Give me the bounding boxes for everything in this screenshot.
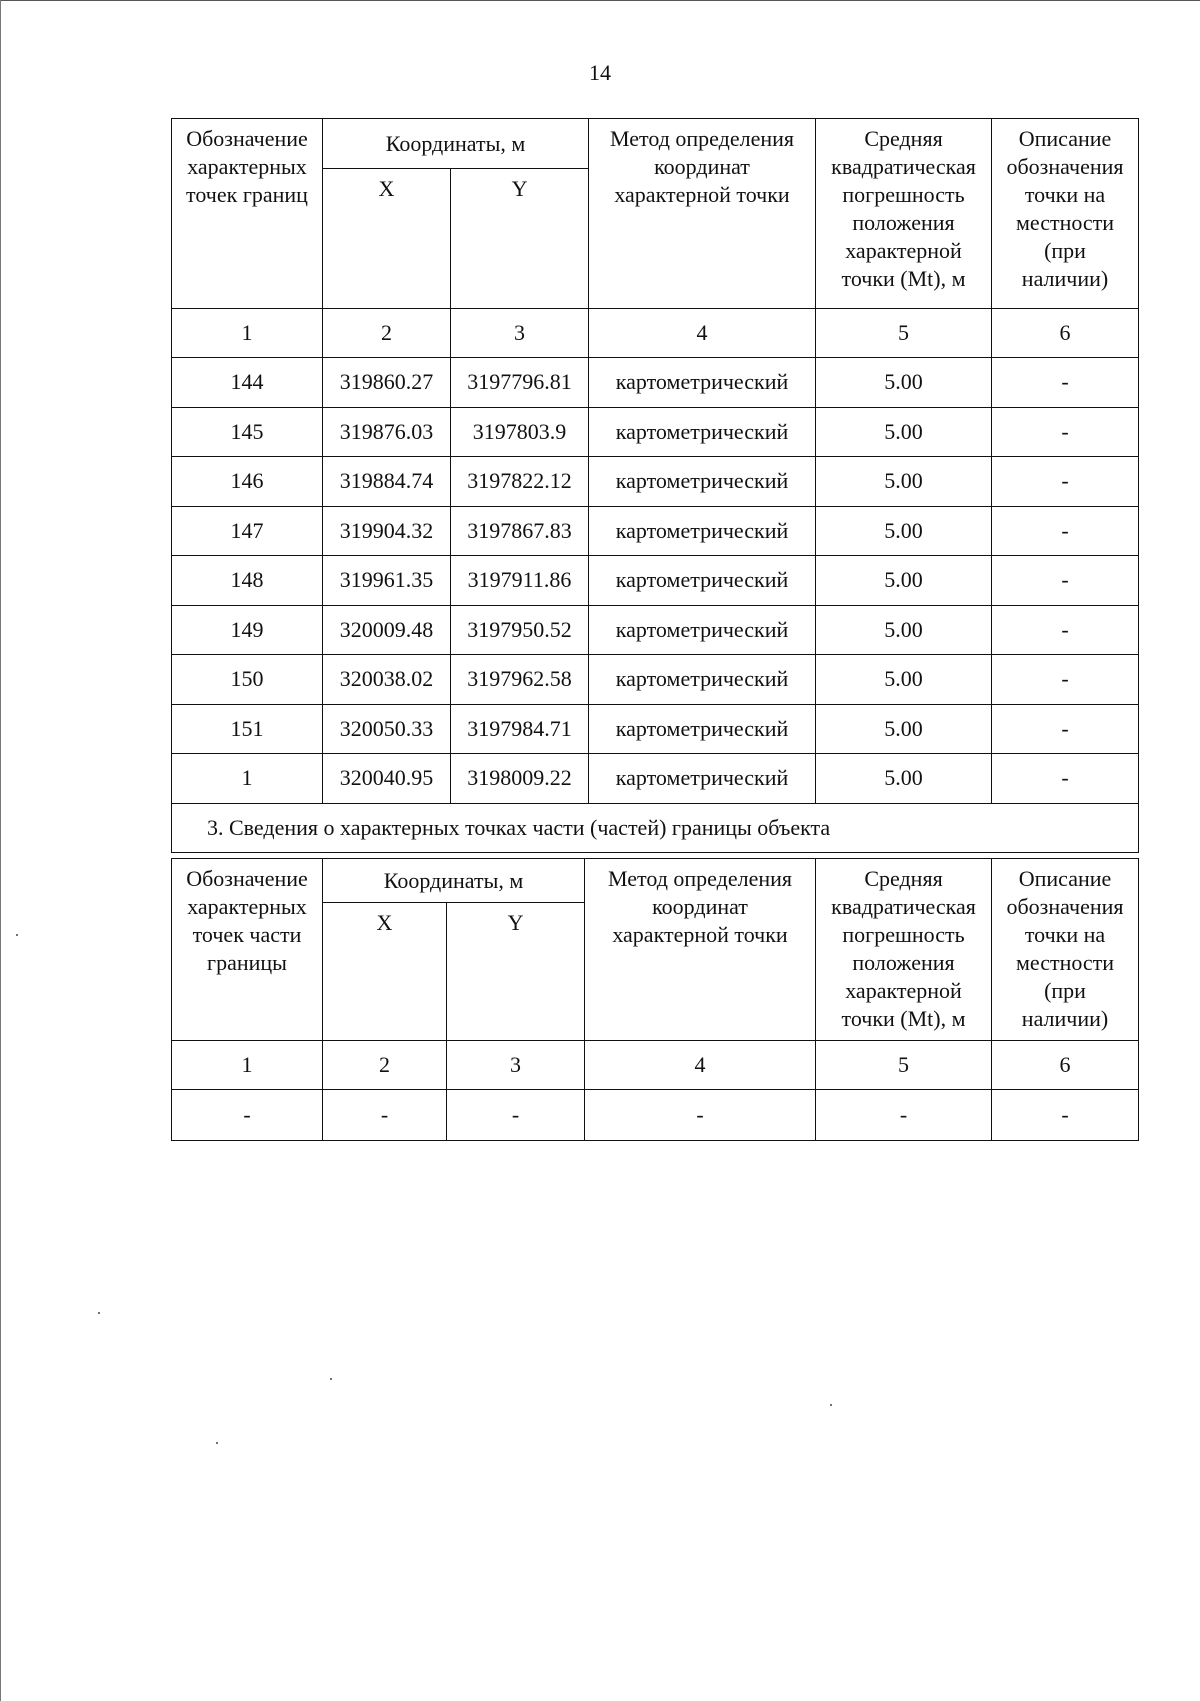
column-number-row — [172, 309, 1139, 358]
column-number: 1 — [172, 1041, 323, 1090]
page-edge-top — [0, 0, 1200, 1]
boundary-points-table — [171, 118, 1139, 853]
point-number-cell: 145 — [172, 407, 323, 457]
column-number: 4 — [589, 309, 816, 358]
table-row — [172, 754, 1139, 804]
y-coordinate-cell: 3197822.12 — [451, 457, 589, 507]
point-number-cell: 146 — [172, 457, 323, 507]
point-number-cell: 147 — [172, 506, 323, 556]
method-cell: картометрический — [589, 754, 816, 804]
x-coordinate-cell: 319884.74 — [323, 457, 451, 507]
x-coordinate-cell: 319961.35 — [323, 556, 451, 606]
header-method: Метод определения координат характерной точки — [589, 119, 816, 309]
table-row — [172, 1090, 1139, 1141]
table-body — [172, 358, 1139, 804]
method-cell: картометрический — [589, 358, 816, 408]
column-number: 1 — [172, 309, 323, 358]
description-cell: - — [992, 605, 1139, 655]
column-number: 4 — [585, 1041, 816, 1090]
point-number-cell: 150 — [172, 655, 323, 705]
method-cell: картометрический — [589, 704, 816, 754]
mean-error-cell: 5.00 — [816, 704, 992, 754]
scan-speck — [216, 1442, 218, 1444]
table-row — [172, 655, 1139, 705]
page-number: 14 — [589, 60, 611, 85]
header-mean-error: Средняя квадратическая погрешность положения характерной точки (Mt), м — [816, 859, 992, 1041]
scan-speck — [16, 934, 18, 936]
header-point-designation: Обозначение характерных точек части границы — [172, 859, 323, 1041]
method-cell: картометрический — [589, 407, 816, 457]
empty-cell: - — [816, 1090, 992, 1141]
column-number: 3 — [451, 309, 589, 358]
table-row — [172, 556, 1139, 606]
table-row — [172, 506, 1139, 556]
point-number-cell: 149 — [172, 605, 323, 655]
y-coordinate-cell: 3197984.71 — [451, 704, 589, 754]
empty-cell: - — [992, 1090, 1139, 1141]
table-row — [172, 605, 1139, 655]
x-coordinate-cell: 319904.32 — [323, 506, 451, 556]
mean-error-cell: 5.00 — [816, 556, 992, 606]
table-header-row — [172, 119, 1139, 169]
mean-error-cell: 5.00 — [816, 506, 992, 556]
mean-error-cell: 5.00 — [816, 754, 992, 804]
y-coordinate-cell: 3197911.86 — [451, 556, 589, 606]
point-number-cell: 1 — [172, 754, 323, 804]
empty-cell: - — [447, 1090, 585, 1141]
column-number: 6 — [992, 1041, 1139, 1090]
column-number: 2 — [323, 309, 451, 358]
empty-cell: - — [585, 1090, 816, 1141]
header-x: X — [323, 903, 447, 1041]
point-number-cell: 148 — [172, 556, 323, 606]
table-row — [172, 358, 1139, 408]
scan-speck — [830, 1404, 832, 1406]
point-number-cell: 151 — [172, 704, 323, 754]
description-cell: - — [992, 556, 1139, 606]
header-description: Описание обозначения точки на местности (при наличии) — [992, 119, 1139, 309]
x-coordinate-cell: 320040.95 — [323, 754, 451, 804]
description-cell: - — [992, 754, 1139, 804]
mean-error-cell: 5.00 — [816, 457, 992, 507]
column-number: 3 — [447, 1041, 585, 1090]
x-coordinate-cell: 320009.48 — [323, 605, 451, 655]
header-x: X — [323, 169, 451, 309]
method-cell: картометрический — [589, 457, 816, 507]
table-row — [172, 704, 1139, 754]
header-point-designation: Обозначение характерных точек границ — [172, 119, 323, 309]
point-number-cell: 144 — [172, 358, 323, 408]
header-y: Y — [451, 169, 589, 309]
table-row — [172, 457, 1139, 507]
y-coordinate-cell: 3198009.22 — [451, 754, 589, 804]
mean-error-cell: 5.00 — [816, 358, 992, 408]
y-coordinate-cell: 3197950.52 — [451, 605, 589, 655]
x-coordinate-cell: 319860.27 — [323, 358, 451, 408]
header-coordinates: Координаты, м — [323, 859, 585, 903]
y-coordinate-cell: 3197803.9 — [451, 407, 589, 457]
table-header-row — [172, 859, 1139, 903]
section-3-title: 3. Сведения о характерных точках части (частей) границы объекта — [172, 803, 1139, 852]
method-cell: картометрический — [589, 655, 816, 705]
column-number-row — [172, 1041, 1139, 1090]
header-mean-error: Средняя квадратическая погрешность положения характерной точки (Mt), м — [816, 119, 992, 309]
table-row — [172, 407, 1139, 457]
description-cell: - — [992, 704, 1139, 754]
x-coordinate-cell: 320038.02 — [323, 655, 451, 705]
description-cell: - — [992, 457, 1139, 507]
description-cell: - — [992, 358, 1139, 408]
empty-cell: - — [172, 1090, 323, 1141]
method-cell: картометрический — [589, 556, 816, 606]
page-edge-left — [0, 0, 1, 1701]
x-coordinate-cell: 320050.33 — [323, 704, 451, 754]
y-coordinate-cell: 3197867.83 — [451, 506, 589, 556]
description-cell: - — [992, 655, 1139, 705]
section-title-row — [172, 803, 1139, 852]
description-cell: - — [992, 506, 1139, 556]
y-coordinate-cell: 3197962.58 — [451, 655, 589, 705]
column-number: 6 — [992, 309, 1139, 358]
header-coordinates: Координаты, м — [323, 119, 589, 169]
mean-error-cell: 5.00 — [816, 407, 992, 457]
part-boundary-points-table — [171, 858, 1139, 1141]
method-cell: картометрический — [589, 506, 816, 556]
column-number: 5 — [816, 1041, 992, 1090]
empty-cell: - — [323, 1090, 447, 1141]
header-description: Описание обозначения точки на местности (при наличии) — [992, 859, 1139, 1041]
mean-error-cell: 5.00 — [816, 655, 992, 705]
header-method: Метод определения координат характерной точки — [585, 859, 816, 1041]
mean-error-cell: 5.00 — [816, 605, 992, 655]
scan-speck — [98, 1312, 100, 1314]
column-number: 2 — [323, 1041, 447, 1090]
header-y: Y — [447, 903, 585, 1041]
column-number: 5 — [816, 309, 992, 358]
description-cell: - — [992, 407, 1139, 457]
scan-speck — [330, 1378, 332, 1380]
method-cell: картометрический — [589, 605, 816, 655]
x-coordinate-cell: 319876.03 — [323, 407, 451, 457]
y-coordinate-cell: 3197796.81 — [451, 358, 589, 408]
